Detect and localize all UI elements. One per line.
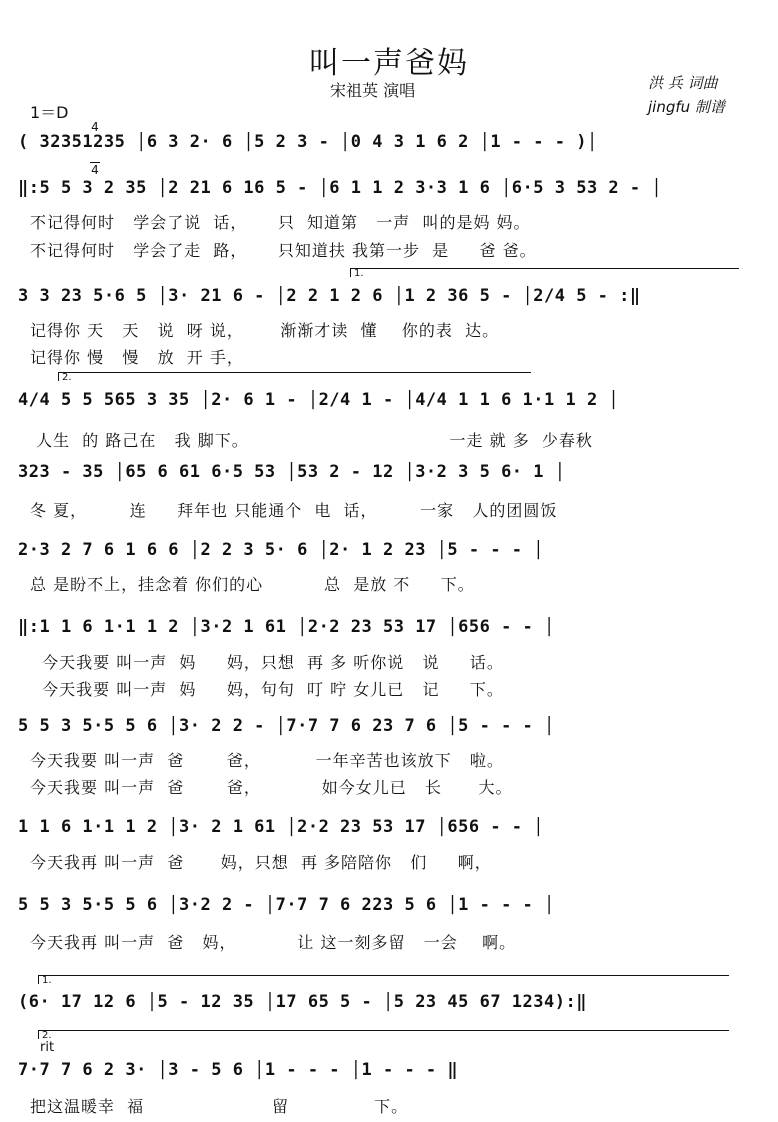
song-title: 叫一声爸妈 xyxy=(309,46,469,81)
key-signature: 1＝D xyxy=(30,103,69,122)
singer-credit: 宋祖英 演唱 xyxy=(330,81,416,100)
lyric-line: 不记得何时 学会了走 路， 只知道扶 我第一步 是 爸 爸。 xyxy=(30,241,537,260)
lyric-line: 今天我要 叫一声 妈 妈，句句 叮 咛 女儿已 记 下。 xyxy=(30,680,504,699)
lyricist-composer-credit: 洪 兵 词曲 xyxy=(648,74,718,92)
lyric-line: 今天我要 叫一声 爸 爸， 如今女儿已 长 大。 xyxy=(30,778,513,797)
volta-bracket xyxy=(350,268,739,277)
volta-bracket xyxy=(38,1030,729,1039)
lyric-line: 把这温暖幸 福 留 下。 xyxy=(30,1097,409,1116)
score-row-notes: 1 1 6 1·1 1 2 │3· 2 1 61 │2·2 23 53 17 │656 - - │ xyxy=(18,817,545,837)
score-row-notes: ‖:1 1 6 1·1 1 2 │3·2 1 61 │2·2 23 53 17 │656 - - │ xyxy=(18,617,555,637)
volta-label: 2. xyxy=(42,1030,52,1041)
score-row-notes: 5 5 3 5·5 5 6 │3· 2 2 - │7·7 7 6 23 7 6 │5 - - - │ xyxy=(18,716,555,736)
score-row-notes: 7·7 7 6 2 3· │3 - 5 6 │1 - - - │1 - - - ‖ xyxy=(18,1060,459,1080)
score-row-notes: 3 3 23 5·6 5 │3· 21 6 - │2 2 1 2 6 │1 2 36 5 - │2/4 5 - :‖ xyxy=(18,286,641,306)
lyric-line: 不记得何时 学会了说 话， 只 知道第 一声 叫的是妈 妈。 xyxy=(30,213,531,232)
score-row-notes: 323 - 35 │65 6 61 6·5 53 │53 2 - 12 │3·2 3 5 6· 1 │ xyxy=(18,462,566,482)
volta-label: 1. xyxy=(354,268,364,279)
lyric-line: 记得你 天 天 说 呀 说， 渐渐才读 懂 你的表 达。 xyxy=(30,321,500,340)
lyric-line: 人生 的 路己在 我 脚下。 一走 就 多 少春秋 xyxy=(30,431,593,450)
volta-bracket xyxy=(38,975,729,984)
score-row-notes: 2·3 2 7 6 1 6 6 │2 2 3 5· 6 │2· 1 2 23 │5 - - - │ xyxy=(18,540,545,560)
lyric-line: 今天我再 叫一声 爸 妈， 让 这一刻多留 一会 啊。 xyxy=(30,933,517,952)
score-row-notes: 5 5 3 5·5 5 6 │3·2 2 - │7·7 7 6 223 5 6 │1 - - - │ xyxy=(18,895,555,915)
lyric-line: 总 是盼不上，挂念着 你们的心 总 是放 不 下。 xyxy=(30,575,475,594)
volta-bracket xyxy=(58,372,531,381)
score-row-notes: ‖:5 5 3 2 35 │2 21 6 16 5 - │6 1 1 2 3·3 1 6 │6·5 3 53 2 - │ xyxy=(18,178,663,198)
score-row-notes: 4/4 5 5 565 3 35 │2· 6 1 - │2/4 1 - │4/4 1 1 6 1·1 1 2 │ xyxy=(18,390,620,410)
score-row-notes: ( 32351235 │6 3 2· 6 │5 2 3 - │0 4 3 1 6 2 │1 - - - )│ xyxy=(18,132,598,152)
lyric-line: 今天我要 叫一声 妈 妈，只想 再 多 听你说 说 话。 xyxy=(30,653,504,672)
time-signature-bottom: 4 xyxy=(91,163,99,177)
time-signature-top: 4 xyxy=(91,120,99,134)
lyric-line: 冬 夏， 连 拜年也 只能通个 电 话， 一家 人的团圆饭 xyxy=(30,501,558,520)
lyric-line: 今天我要 叫一声 爸 爸， 一年辛苦也该放下 啦。 xyxy=(30,751,504,770)
lyric-line: 今天我再 叫一声 爸 妈，只想 再 多陪陪你 们 啊， xyxy=(30,853,492,872)
volta-label: 1. xyxy=(42,975,52,986)
transcriber-credit: jingfu 制谱 xyxy=(648,98,725,116)
lyric-line: 记得你 慢 慢 放 开 手， xyxy=(30,348,244,367)
score-row-notes: (6· 17 12 6 │5 - 12 35 │17 65 5 - │5 23 45 67 1234):‖ xyxy=(18,992,587,1012)
tempo-marking: rit xyxy=(40,1040,55,1055)
volta-label: 2. xyxy=(62,372,72,383)
